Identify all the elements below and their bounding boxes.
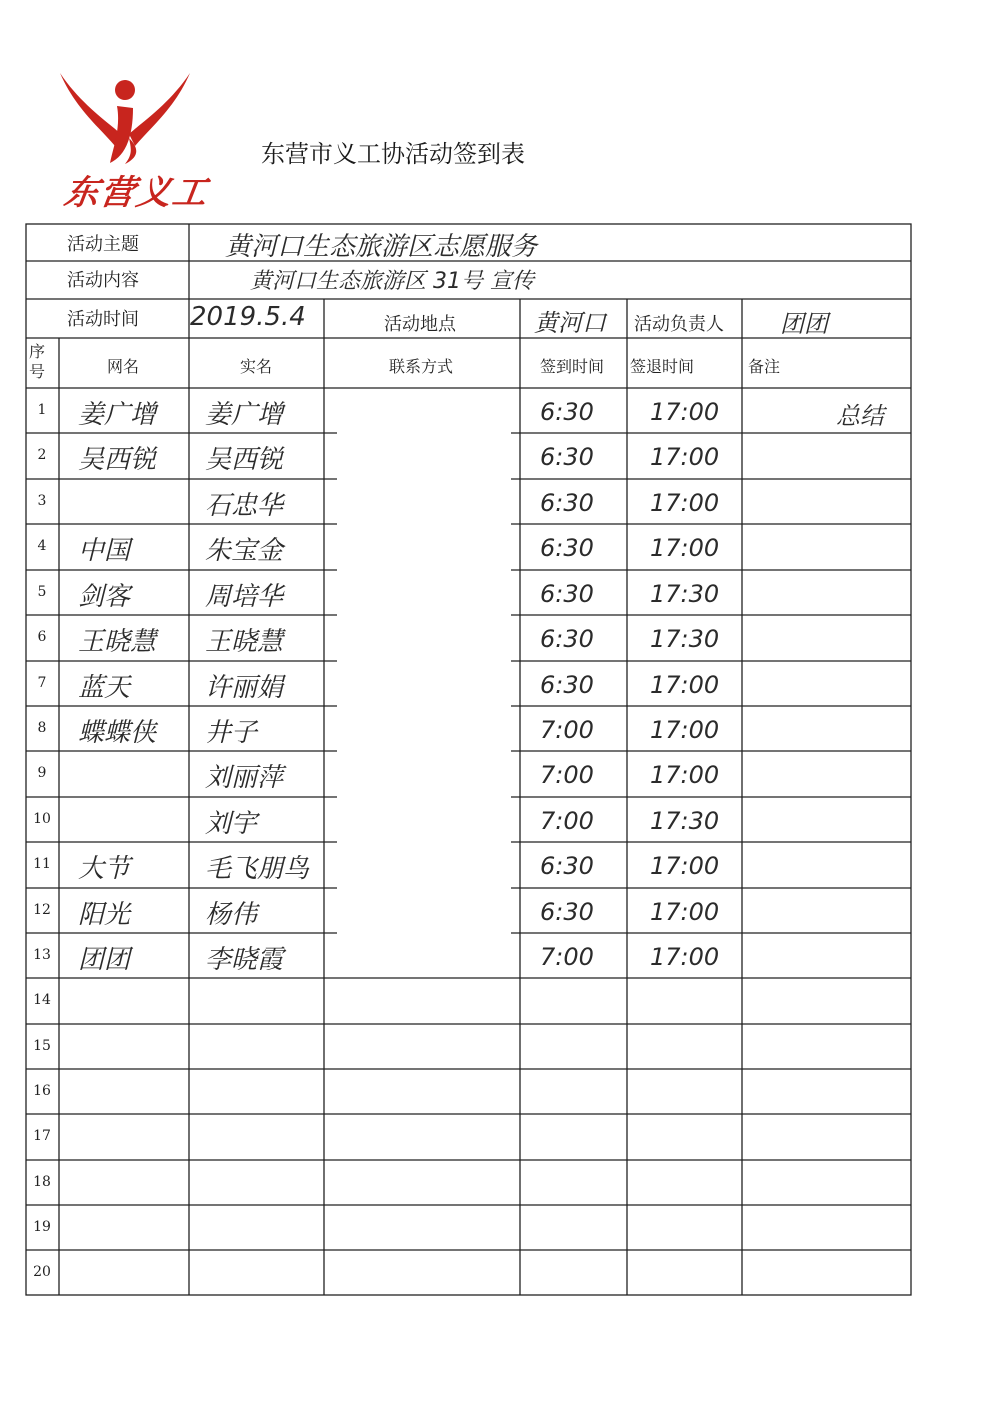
row-net-name: 王晓慧 [78,627,157,657]
row-sign-out: 17:00 [650,716,720,744]
row-seq: 9 [37,765,47,781]
leader-value: 团团 [780,310,828,338]
header-seq: 序号 [29,342,46,381]
row-seq: 17 [33,1128,51,1144]
row-seq: 1 [37,402,47,418]
header-net-name: 网名 [107,357,140,376]
row-real-name: 刘丽萍 [205,763,284,793]
row-net-name: 剑客 [78,582,131,612]
row-sign-in: 6:30 [540,852,594,880]
row-remark: 总结 [836,402,884,430]
row-sign-in: 7:00 [540,943,594,971]
row-seq: 18 [33,1174,51,1190]
row-sign-in: 6:30 [540,398,594,426]
row-seq: 2 [37,447,47,463]
header-real-name: 实名 [240,357,273,376]
time-value: 2019.5.4 [190,302,306,332]
row-real-name: 许丽娟 [205,673,284,703]
row-sign-in: 7:00 [540,716,594,744]
page-title: 东营市义工协活动签到表 [261,140,525,168]
row-sign-in: 6:30 [540,580,594,608]
row-real-name: 毛飞朋鸟 [205,854,310,884]
row-net-name: 吴西锐 [78,445,157,475]
row-net-name: 蓝天 [78,673,131,703]
row-sign-in: 7:00 [540,761,594,789]
row-sign-in: 6:30 [540,489,594,517]
row-seq: 12 [33,902,51,918]
content-value: 黄河口生态旅游区 31号 宣传 [250,269,534,294]
row-sign-out: 17:00 [650,443,720,471]
row-seq: 3 [37,493,47,509]
row-net-name: 阳光 [78,900,131,930]
row-seq: 4 [37,538,47,554]
row-net-name: 蝶蝶侠 [78,718,157,748]
row-sign-out: 17:00 [650,534,720,562]
row-sign-out: 17:00 [650,898,720,926]
row-real-name: 朱宝金 [205,536,284,566]
header-remark: 备注 [748,357,781,376]
row-sign-out: 17:00 [650,852,720,880]
place-label: 活动地点 [384,314,456,335]
row-seq: 7 [37,675,47,691]
row-seq: 10 [33,811,51,827]
row-net-name: 姜广增 [78,400,157,430]
place-value: 黄河口 [534,309,606,337]
row-seq: 6 [37,629,47,645]
row-net-name: 团团 [78,945,131,975]
row-seq: 20 [33,1264,51,1280]
header-sign-out: 签退时间 [630,357,695,376]
row-real-name: 吴西锐 [205,445,284,475]
theme-value: 黄河口生态旅游区志愿服务 [225,232,538,262]
row-sign-out: 17:00 [650,761,720,789]
row-seq: 13 [33,947,51,963]
row-sign-out: 17:30 [650,807,720,835]
row-seq: 16 [33,1083,51,1099]
theme-label: 活动主题 [67,234,139,255]
row-real-name: 刘宇 [205,809,258,839]
row-seq: 14 [33,992,51,1008]
row-sign-in: 6:30 [540,625,594,653]
row-sign-out: 17:30 [650,625,720,653]
row-sign-in: 6:30 [540,534,594,562]
row-net-name: 大节 [78,854,131,884]
row-real-name: 石忠华 [205,491,284,521]
row-seq: 5 [37,584,47,600]
row-sign-in: 7:00 [540,807,594,835]
header-sign-in: 签到时间 [540,357,605,376]
time-label: 活动时间 [67,309,139,330]
header-contact: 联系方式 [389,357,454,376]
row-seq: 19 [33,1219,51,1235]
row-sign-in: 6:30 [540,898,594,926]
row-sign-in: 6:30 [540,671,594,699]
content-label: 活动内容 [67,270,139,291]
row-sign-out: 17:00 [650,398,720,426]
row-seq: 8 [37,720,47,736]
row-sign-out: 17:00 [650,489,720,517]
row-real-name: 杨伟 [205,900,258,930]
row-sign-out: 17:30 [650,580,720,608]
row-sign-out: 17:00 [650,943,720,971]
row-net-name: 中国 [78,536,131,566]
row-sign-out: 17:00 [650,671,720,699]
logo-text: 东营义工 [61,173,212,213]
row-real-name: 王晓慧 [205,627,284,657]
leader-label: 活动负责人 [634,314,724,335]
row-real-name: 姜广增 [205,400,284,430]
row-real-name: 周培华 [205,582,284,612]
row-seq: 11 [33,856,51,872]
row-real-name: 井子 [205,718,258,748]
row-sign-in: 6:30 [540,443,594,471]
row-real-name: 李晓霞 [205,945,284,975]
row-seq: 15 [33,1038,51,1054]
